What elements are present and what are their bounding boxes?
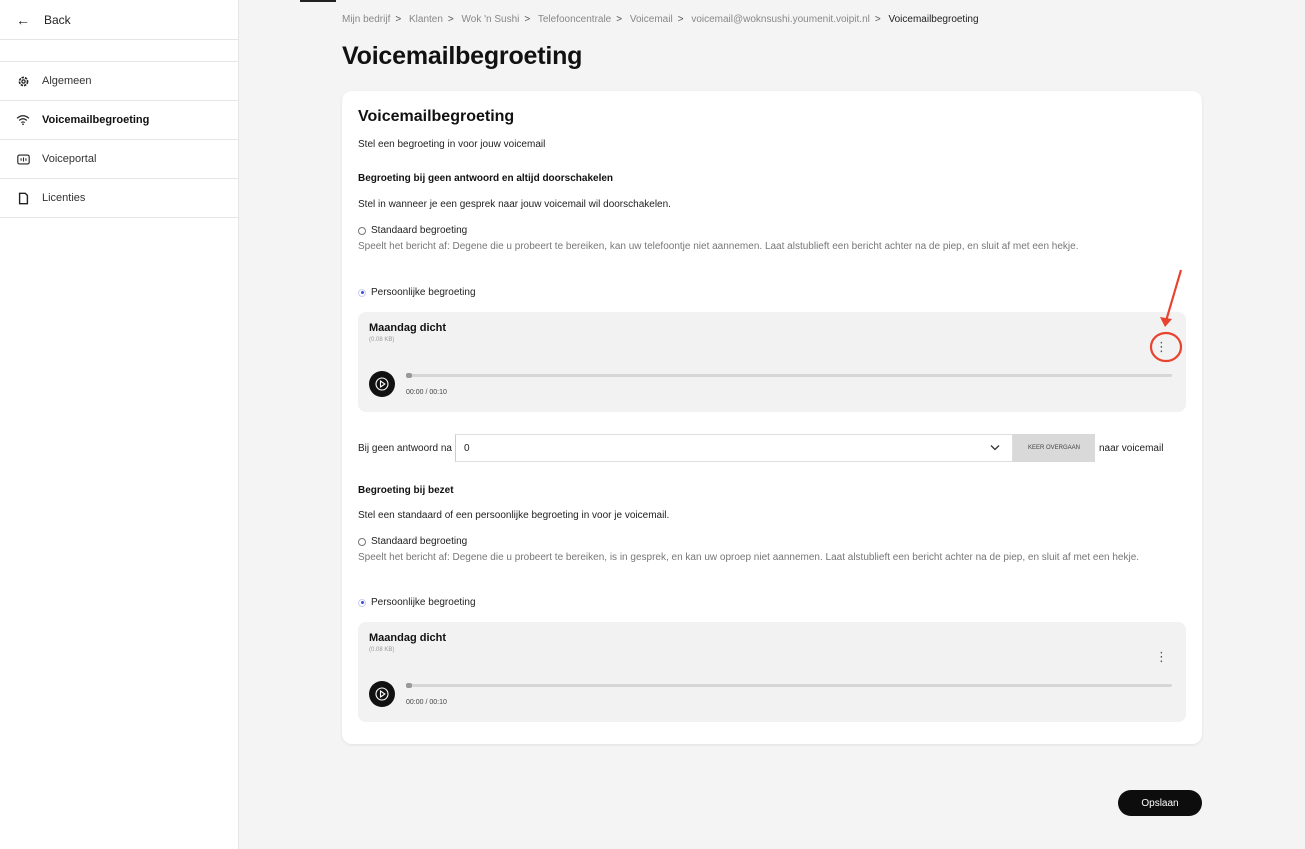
audio-progress-handle[interactable] [406, 683, 412, 688]
standard-greeting-description-2: Speelt het bericht af: Degene die u probeert te bereiken, is in gesprek, en kan uw oproep niet aannemen. Laat alstublieft een bericht achter na de piep, en sluit af met een hekje. [358, 552, 1140, 563]
audio-file-size: (0.08 KB) [369, 337, 395, 343]
radio-standard-greeting-2[interactable] [358, 536, 467, 547]
voiceportal-icon [16, 152, 30, 166]
sidebar-item-voiceportal[interactable] [0, 140, 238, 179]
audio-player [358, 622, 1186, 722]
no-answer-row [358, 434, 1186, 462]
sidebar-item-algemeen[interactable] [0, 62, 238, 101]
radio-button-selected[interactable] [358, 599, 366, 607]
voicemail-greeting-card [342, 91, 1202, 744]
chevron-right-icon: > [447, 14, 454, 25]
radio-label: Persoonlijke begroeting [371, 597, 476, 608]
document-icon [16, 191, 30, 205]
audio-time: 00:00 / 00:10 [406, 389, 447, 396]
sidebar-item-label: Voicemailbegroeting [42, 114, 150, 126]
sidebar-item-voicemailbegroeting[interactable] [0, 101, 238, 140]
radio-personal-greeting-1[interactable] [358, 287, 476, 298]
select-value: 0 [463, 442, 470, 454]
radio-personal-greeting-2[interactable] [358, 597, 476, 608]
no-answer-prefix: Bij geen antwoord na [358, 442, 452, 454]
radio-button-selected[interactable] [358, 289, 366, 297]
back-label: Back [44, 12, 71, 27]
audio-progress-handle[interactable] [406, 373, 412, 378]
breadcrumb-current: Voicemailbegroeting [888, 14, 979, 25]
breadcrumb-item[interactable]: Wok 'n Sushi [461, 14, 520, 25]
radio-label: Persoonlijke begroeting [371, 287, 476, 298]
audio-time: 00:00 / 00:10 [406, 699, 447, 706]
audio-file-size: (0.08 KB) [369, 647, 395, 653]
play-icon [375, 687, 389, 701]
breadcrumb-item[interactable]: voicemail@woknsushi.youmenit.voipit.nl [691, 14, 870, 25]
chevron-right-icon: > [677, 14, 684, 25]
no-answer-suffix: naar voicemail [1098, 442, 1164, 454]
standard-greeting-description-1: Speelt het bericht af: Degene die u probeert te bereiken, kan uw telefoontje niet aannemen. Laat alstublieft een bericht achter na de piep, en sluit af met een hekje. [358, 241, 1079, 252]
section-busy-heading: Begroeting bij bezet [358, 485, 454, 496]
annotation-arrowhead [1160, 317, 1172, 327]
radio-button[interactable] [358, 538, 366, 546]
radio-standard-greeting-1[interactable] [358, 225, 467, 236]
card-subtitle: Stel een begroeting in voor jouw voicemail [358, 139, 546, 150]
sidebar-item-label: Licenties [42, 192, 86, 204]
arrow-left-icon: ← [16, 11, 30, 28]
annotation-arrow [1166, 270, 1181, 321]
play-icon [375, 377, 389, 391]
audio-progress-track[interactable] [406, 684, 1172, 687]
more-options-icon[interactable]: ⋮ [1155, 649, 1168, 664]
section-no-answer-heading: Begroeting bij geen antwoord en altijd doorschakelen [358, 173, 614, 184]
audio-progress-track[interactable] [406, 374, 1172, 377]
section-no-answer-description: Stel in wanneer je een gesprek naar jouw voicemail wil doorschakelen. [358, 199, 671, 210]
breadcrumb-item[interactable]: Voicemail [629, 14, 673, 25]
chevron-down-icon [990, 443, 1000, 454]
more-options-icon[interactable]: ⋮ [1155, 339, 1168, 354]
page-title: Voicemailbegroeting [342, 42, 583, 70]
breadcrumb-item[interactable]: Mijn bedrijf [342, 14, 391, 25]
audio-file-name: Maandag dicht [369, 632, 447, 644]
gear-icon [16, 74, 30, 88]
sidebar-item-label: Algemeen [42, 75, 92, 87]
breadcrumb-item[interactable]: Telefooncentrale [537, 14, 612, 25]
chevron-right-icon: > [524, 14, 531, 25]
breadcrumb-item[interactable]: Klanten [408, 14, 443, 25]
section-busy-description: Stel een standaard of een persoonlijke begroeting in voor je voicemail. [358, 510, 670, 521]
annotation-arrow-highlight [1145, 265, 1195, 370]
chevron-right-icon: > [874, 14, 881, 25]
chevron-right-icon: > [395, 14, 402, 25]
wifi-icon [16, 113, 30, 127]
breadcrumb [342, 14, 979, 25]
top-tab-indicator [300, 0, 336, 2]
radio-label: Standaard begroeting [371, 225, 468, 236]
sidebar-item-licenties[interactable] [0, 179, 238, 218]
annotation-circle [1151, 333, 1181, 361]
sidebar-spacer [0, 40, 238, 62]
play-button[interactable] [369, 371, 395, 397]
keer-overgaan-addon: KEER OVERGAAN [1013, 434, 1095, 462]
audio-file-name: Maandag dicht [369, 322, 447, 334]
sidebar [0, 0, 239, 849]
audio-player [358, 312, 1186, 412]
card-title: Voicemailbegroeting [358, 108, 515, 125]
radio-label: Standaard begroeting [371, 536, 468, 547]
back-button[interactable] [0, 0, 238, 40]
ring-count-select[interactable] [455, 434, 1013, 462]
radio-button[interactable] [358, 227, 366, 235]
play-button[interactable] [369, 681, 395, 707]
save-button[interactable]: Opslaan [1118, 790, 1202, 816]
sidebar-item-label: Voiceportal [42, 153, 97, 165]
chevron-right-icon: > [616, 14, 623, 25]
